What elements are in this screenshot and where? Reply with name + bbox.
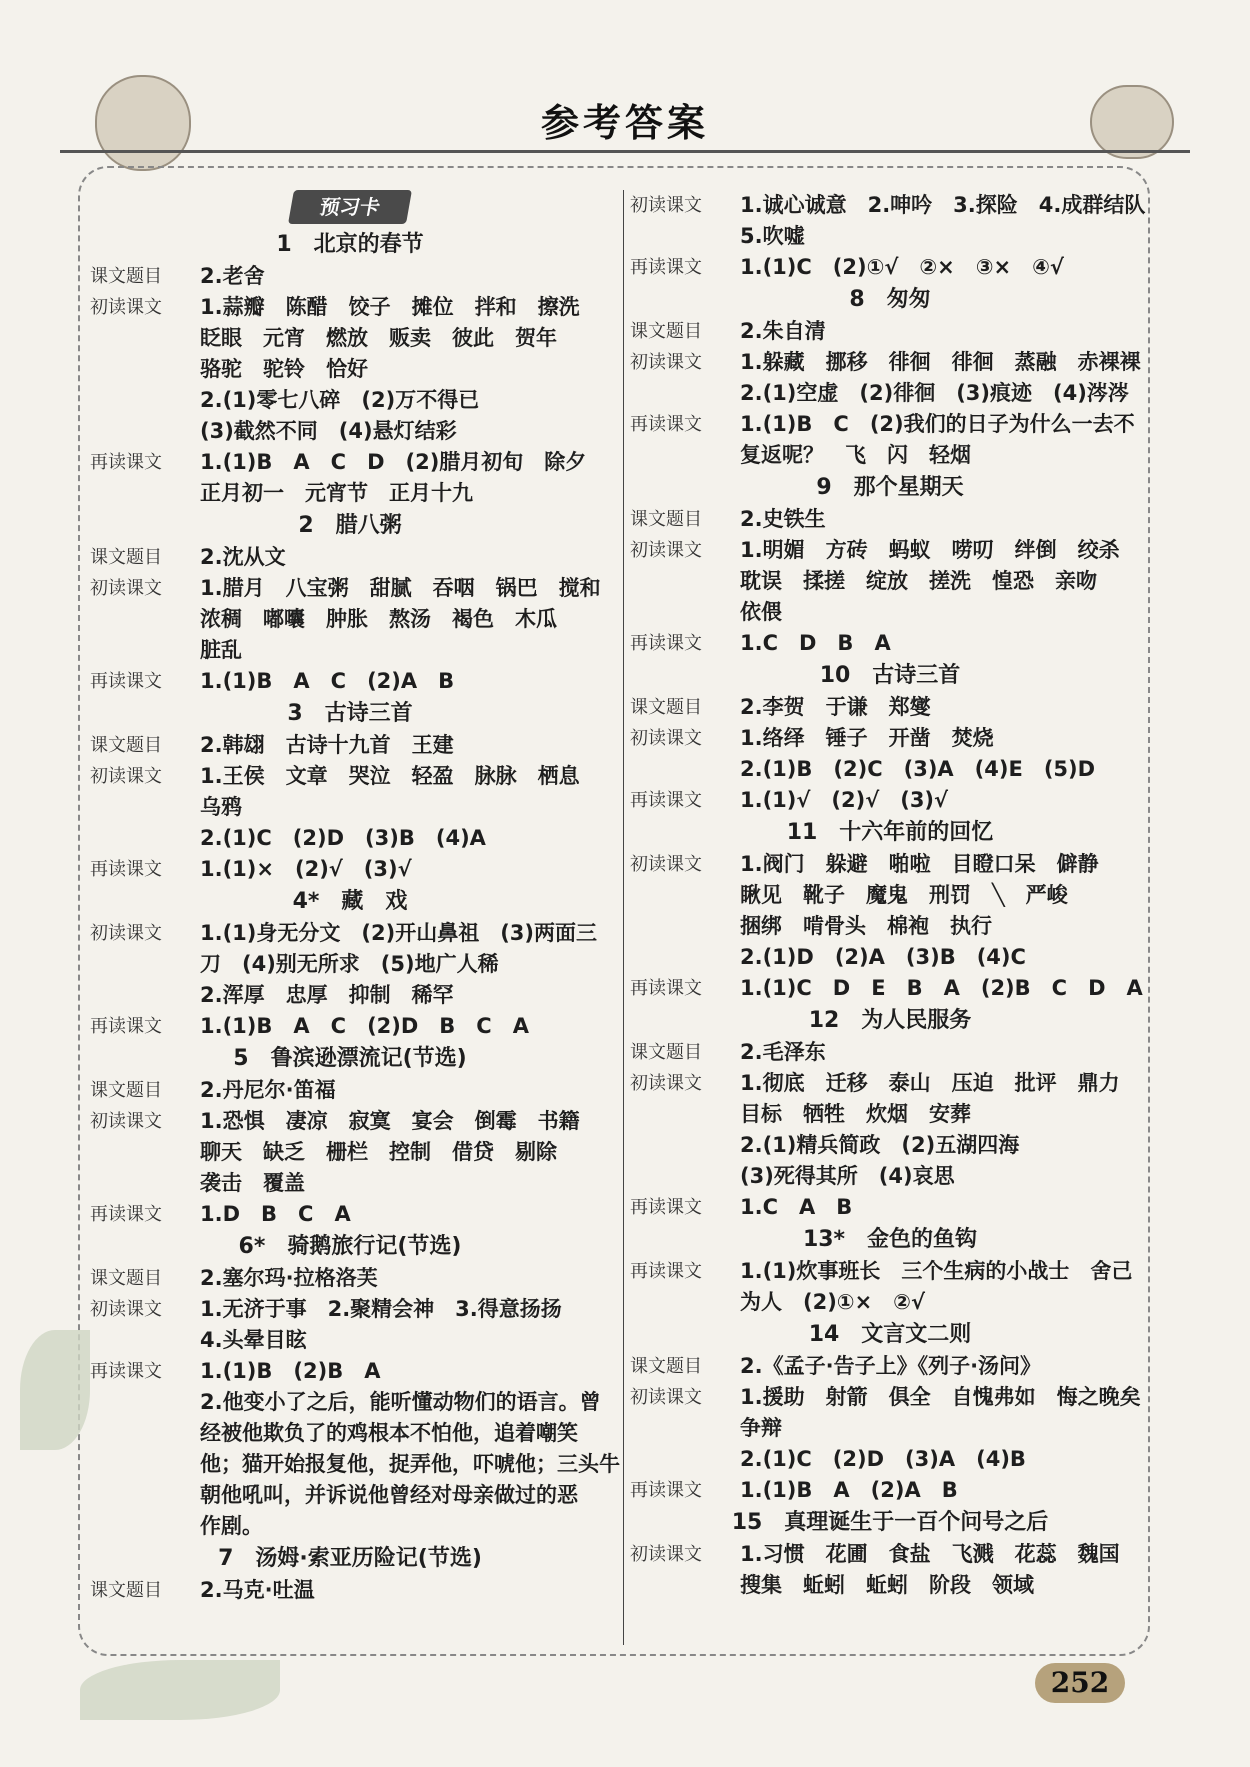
- answer-label: 再读课文: [90, 1204, 162, 1225]
- leaf-decoration-icon: [80, 1660, 280, 1720]
- answer-line: 2.(1)D (2)A (3)B (4)C: [740, 945, 1026, 969]
- answer-lines: [740, 1351, 1150, 1382]
- answer-row: [90, 542, 610, 573]
- answer-line: 瞅见 靴子 魔鬼 刑罚 ╲ 严峻: [740, 883, 1068, 907]
- answer-label: 再读课文: [630, 978, 702, 999]
- answer-row: [630, 973, 1150, 1004]
- answer-row: [630, 785, 1150, 816]
- answer-row: [90, 1263, 610, 1294]
- answer-lines: [200, 292, 610, 447]
- answer-lines: [740, 1539, 1150, 1601]
- answer-label: 课文题目: [630, 697, 702, 718]
- lesson-title: 5 鲁滨逊漂流记(节选): [233, 1046, 467, 1071]
- answer-label: 再读课文: [630, 633, 702, 654]
- answer-label: 再读课文: [630, 1197, 702, 1218]
- lesson-title: 4* 藏 戏: [292, 889, 408, 914]
- answer-label: 初读课文: [630, 854, 702, 875]
- answer-label: 再读课文: [90, 452, 162, 473]
- answer-line: 朝他吼叫，并诉说他曾经对母亲做过的恶: [200, 1483, 578, 1507]
- lesson-title: 15 真理诞生于一百个问号之后: [731, 1510, 1049, 1535]
- answer-line: 1.C D B A: [740, 631, 891, 655]
- answer-line: 1.明媚 方砖 蚂蚁 唠叨 绊倒 绞杀: [740, 538, 1120, 562]
- answer-line: 1.(1)B A C D (2)腊月初旬 除夕: [200, 450, 587, 474]
- header-rule: [60, 150, 1190, 153]
- answer-row: [630, 1475, 1150, 1506]
- answer-line: 2.(1)B (2)C (3)A (4)E (5)D: [740, 757, 1096, 781]
- answer-lines: [740, 347, 1150, 409]
- answer-row: [90, 730, 610, 761]
- answer-line: 正月初一 元宵节 正月十九: [200, 481, 473, 505]
- answer-line: 2.丹尼尔·笛福: [200, 1078, 336, 1102]
- answer-lines: [740, 973, 1150, 1004]
- answer-line: 1.援助 射箭 俱全 自愧弗如 悔之晚矣: [740, 1385, 1141, 1409]
- right-column: [630, 190, 1150, 1601]
- answer-row: [630, 628, 1150, 659]
- answer-row: [90, 1575, 610, 1606]
- answer-line: (3)截然不同 (4)悬灯结彩: [200, 419, 457, 443]
- answer-label: 初读课文: [90, 1111, 162, 1132]
- answer-line: 1.诚心诚意 2.呻吟 3.探险 4.成群结队: [740, 193, 1146, 217]
- answer-line: 2.史铁生: [740, 507, 826, 531]
- answer-row: [630, 1037, 1150, 1068]
- answer-lines: [200, 730, 610, 761]
- answer-lines: [200, 666, 610, 697]
- answer-lines: [740, 252, 1150, 283]
- answer-line: 1.习惯 花圃 食盐 飞溅 花蕊 魏国: [740, 1542, 1120, 1566]
- lesson-title: 12 为人民服务: [808, 1008, 972, 1033]
- answer-line: 1.腊月 八宝粥 甜腻 吞咽 锅巴 搅和: [200, 576, 601, 600]
- answer-line: 2.马克·吐温: [200, 1578, 315, 1602]
- answer-lines: [740, 1256, 1150, 1318]
- answer-line: 2.塞尔玛·拉格洛芙: [200, 1266, 378, 1290]
- answer-lines: [740, 1068, 1150, 1192]
- answer-line: 1.(1)C (2)①√ ②× ③× ④√: [740, 255, 1064, 279]
- answer-line: 2.朱自清: [740, 319, 826, 343]
- answer-row: [90, 854, 610, 885]
- answer-lines: [740, 1192, 1150, 1223]
- lesson-title: 6* 骑鹅旅行记(节选): [238, 1234, 462, 1259]
- answer-row: [630, 1068, 1150, 1192]
- answer-lines: [740, 409, 1150, 471]
- answer-label: 课文题目: [90, 1580, 162, 1601]
- answer-label: 课文题目: [90, 1080, 162, 1101]
- answer-lines: [740, 849, 1150, 973]
- answer-row: [90, 1011, 610, 1042]
- answer-lines: [200, 1199, 610, 1230]
- answer-row: [90, 761, 610, 854]
- answer-lines: [740, 628, 1150, 659]
- answer-line: 袭击 覆盖: [200, 1171, 305, 1195]
- answer-label: 课文题目: [90, 266, 162, 287]
- answer-label: 再读课文: [90, 1361, 162, 1382]
- answer-label: 初读课文: [630, 540, 702, 561]
- answer-row: [630, 252, 1150, 283]
- answer-row: [630, 190, 1150, 252]
- answer-lines: [740, 1037, 1150, 1068]
- answer-line: 1.D B C A: [200, 1202, 351, 1226]
- answer-row: [90, 1199, 610, 1230]
- answer-line: 2.沈从文: [200, 545, 286, 569]
- answer-row: [630, 723, 1150, 785]
- answer-row: [630, 692, 1150, 723]
- answer-line: 脏乱: [200, 638, 242, 662]
- answer-label: 再读课文: [630, 790, 702, 811]
- answer-line: 1.(1)炊事班长 三个生病的小战士 舍己: [740, 1259, 1133, 1283]
- answer-row: [630, 1256, 1150, 1318]
- lesson-title: 13* 金色的鱼钩: [802, 1227, 978, 1252]
- answer-row: [630, 504, 1150, 535]
- section-badge: 预习卡: [288, 190, 412, 224]
- answer-line: 复返呢？ 飞 闪 轻烟: [740, 443, 971, 467]
- answer-line: 捆绑 啃骨头 棉袍 执行: [740, 914, 992, 938]
- answer-label: 再读课文: [630, 1261, 702, 1282]
- answer-row: [90, 1106, 610, 1199]
- answer-line: 1.恐惧 凄凉 寂寞 宴会 倒霉 书籍: [200, 1109, 580, 1133]
- leaf-decoration-icon: [20, 1330, 90, 1450]
- answer-row: [630, 1351, 1150, 1382]
- answer-line: 2.《孟子·告子上》《列子·汤问》: [740, 1354, 1042, 1378]
- lesson-title: 10 古诗三首: [819, 663, 961, 688]
- answer-line: 2.(1)C (2)D (3)A (4)B: [740, 1447, 1026, 1471]
- left-column: [90, 190, 620, 1606]
- answer-row: [90, 666, 610, 697]
- answer-line: 2.韩翃 古诗十九首 王建: [200, 733, 454, 757]
- answer-line: 1.无济于事 2.聚精会神 3.得意扬扬: [200, 1297, 562, 1321]
- answer-line: 2.(1)零七八碎 (2)万不得已: [200, 388, 480, 412]
- answer-label: 课文题目: [90, 547, 162, 568]
- answer-row: [90, 447, 610, 509]
- answer-lines: [740, 190, 1150, 252]
- answer-line: 经被他欺负了的鸡根本不怕他，追着嘲笑: [200, 1421, 578, 1445]
- answer-lines: [740, 316, 1150, 347]
- answer-line: 2.老舍: [200, 264, 265, 288]
- answer-line: 他；猫开始报复他，捉弄他，吓唬他；三头牛: [200, 1452, 620, 1476]
- answer-label: 初读课文: [630, 352, 702, 373]
- answer-label: 课文题目: [630, 321, 702, 342]
- answer-lines: [740, 723, 1150, 785]
- answer-lines: [200, 447, 610, 509]
- answer-line: 1.(1)× (2)√ (3)√: [200, 857, 412, 881]
- answer-label: 再读课文: [90, 671, 162, 692]
- answer-line: 2.(1)空虚 (2)徘徊 (3)痕迹 (4)涔涔: [740, 381, 1129, 405]
- answer-line: 1.络绎 锤子 开凿 焚烧: [740, 726, 994, 750]
- answer-lines: [200, 1294, 610, 1356]
- answer-line: 4.头晕目眩: [200, 1328, 307, 1352]
- answer-label: 再读课文: [630, 257, 702, 278]
- answer-line: 2.(1)C (2)D (3)B (4)A: [200, 826, 486, 850]
- answer-lines: [200, 1075, 610, 1106]
- answer-lines: [740, 1382, 1150, 1475]
- answer-line: 1.(1)B (2)B A: [200, 1359, 381, 1383]
- answer-line: 1.(1)√ (2)√ (3)√: [740, 788, 949, 812]
- answer-row: [630, 1382, 1150, 1475]
- answer-lines: [200, 1011, 610, 1042]
- answer-label: 再读课文: [630, 414, 702, 435]
- answer-label: 课文题目: [90, 1268, 162, 1289]
- lesson-title: 14 文言文二则: [808, 1322, 972, 1347]
- answer-line: 1.躲藏 挪移 徘徊 徘徊 蒸融 赤裸裸: [740, 350, 1141, 374]
- answer-line: 2.毛泽东: [740, 1040, 826, 1064]
- answer-line: 聊天 缺乏 栅栏 控制 借贷 剔除: [200, 1140, 557, 1164]
- lesson-title: 8 匆匆: [849, 287, 931, 312]
- answer-label: 再读课文: [90, 1016, 162, 1037]
- answer-row: [630, 1192, 1150, 1223]
- answer-line: 1.(1)B A C (2)A B: [200, 669, 455, 693]
- answer-line: 1.(1)身无分文 (2)开山鼻祖 (3)两面三: [200, 921, 598, 945]
- answer-lines: [200, 761, 610, 854]
- answer-line: 争辩: [740, 1416, 782, 1440]
- answer-line: 1.蒜瓣 陈醋 饺子 摊位 拌和 擦洗: [200, 295, 580, 319]
- answer-line: 搜集 蚯蚓 蚯蚓 阶段 领域: [740, 1573, 1034, 1597]
- answer-label: 初读课文: [90, 766, 162, 787]
- answer-label: 再读课文: [630, 1480, 702, 1501]
- answer-row: [630, 316, 1150, 347]
- answer-label: 初读课文: [630, 1387, 702, 1408]
- answer-line: 1.王侯 文章 哭泣 轻盈 脉脉 栖息: [200, 764, 580, 788]
- answer-line: 作剧。: [200, 1514, 263, 1538]
- answer-row: [90, 1356, 620, 1542]
- answer-line: 2.他变小了之后，能听懂动物们的语言。曾: [200, 1390, 601, 1414]
- answer-lines: [200, 854, 610, 885]
- lesson-title: 1 北京的春节: [276, 232, 424, 257]
- answer-line: 骆驼 驼铃 恰好: [200, 357, 368, 381]
- answer-lines: [740, 1475, 1150, 1506]
- answer-label: 初读课文: [630, 1073, 702, 1094]
- answer-line: 依偎: [740, 600, 782, 624]
- answer-lines: [200, 573, 610, 666]
- answer-label: 初读课文: [90, 297, 162, 318]
- lesson-title: 7 汤姆·索亚历险记(节选): [218, 1546, 482, 1571]
- answer-line: 1.(1)B A (2)A B: [740, 1478, 958, 1502]
- answer-row: [90, 261, 610, 292]
- answer-lines: [740, 785, 1150, 816]
- lesson-title: 3 古诗三首: [287, 701, 413, 726]
- answer-row: [90, 1075, 610, 1106]
- answer-row: [90, 1294, 610, 1356]
- answer-line: (3)死得其所 (4)哀思: [740, 1164, 955, 1188]
- answer-line: 浓稠 嘟囔 肿胀 熬汤 褐色 木瓜: [200, 607, 557, 631]
- answer-label: 初读课文: [90, 923, 162, 944]
- answer-line: 1.(1)B C (2)我们的日子为什么一去不: [740, 412, 1135, 436]
- answer-line: 眨眼 元宵 燃放 贩卖 彼此 贺年: [200, 326, 557, 350]
- answer-line: 1.C A B: [740, 1195, 853, 1219]
- answer-row: [90, 573, 610, 666]
- answer-line: 5.吹嘘: [740, 224, 805, 248]
- answer-label: 初读课文: [630, 728, 702, 749]
- answer-line: 2.李贺 于谦 郑燮: [740, 695, 931, 719]
- answer-row: [630, 535, 1150, 628]
- answer-line: 为人 (2)①× ②√: [740, 1290, 925, 1314]
- answer-row: [630, 347, 1150, 409]
- answer-line: 1.阀门 躲避 啪啦 目瞪口呆 僻静: [740, 852, 1099, 876]
- answer-lines: [200, 1106, 610, 1199]
- lesson-title: 9 那个星期天: [816, 475, 964, 500]
- answer-line: 1.(1)C D E B A (2)B C D A: [740, 976, 1143, 1000]
- answer-line: 1.彻底 迁移 泰山 压迫 批评 鼎力: [740, 1071, 1120, 1095]
- answer-lines: [200, 1575, 610, 1606]
- answer-lines: [200, 1356, 620, 1542]
- answer-line: 1.(1)B A C (2)D B C A: [200, 1014, 529, 1038]
- answer-label: 初读课文: [630, 1544, 702, 1565]
- answer-row: [630, 409, 1150, 471]
- lesson-title: 11 十六年前的回忆: [786, 820, 994, 845]
- answer-line: 2.浑厚 忠厚 抑制 稀罕: [200, 983, 454, 1007]
- answer-line: 2.(1)精兵简政 (2)五湖四海: [740, 1133, 1020, 1157]
- answer-label: 初读课文: [90, 578, 162, 599]
- answer-lines: [740, 535, 1150, 628]
- answer-row: [90, 918, 610, 1011]
- answer-line: 乌鸦: [200, 795, 242, 819]
- answer-row: [630, 1539, 1150, 1601]
- page-title: 参考答案: [540, 101, 709, 145]
- lesson-title: 2 腊八粥: [298, 513, 402, 538]
- answer-label: 课文题目: [630, 509, 702, 530]
- answer-line: 刀 (4)别无所求 (5)地广人稀: [200, 952, 499, 976]
- answer-line: 目标 牺牲 炊烟 安葬: [740, 1102, 971, 1126]
- answer-lines: [200, 1263, 610, 1294]
- answer-row: [90, 292, 610, 447]
- column-divider: [623, 190, 624, 1645]
- answer-label: 初读课文: [630, 195, 702, 216]
- answer-lines: [200, 542, 610, 573]
- page-number: 252: [1035, 1663, 1125, 1703]
- answer-lines: [740, 692, 1150, 723]
- answer-label: 课文题目: [630, 1042, 702, 1063]
- answer-lines: [200, 261, 610, 292]
- answer-label: 再读课文: [90, 859, 162, 880]
- answer-line: 耽误 揉搓 绽放 搓洗 惶恐 亲吻: [740, 569, 1097, 593]
- answer-row: [630, 849, 1150, 973]
- answer-lines: [200, 918, 610, 1011]
- answer-lines: [740, 504, 1150, 535]
- answer-label: 课文题目: [90, 735, 162, 756]
- answer-label: 初读课文: [90, 1299, 162, 1320]
- answer-label: 课文题目: [630, 1356, 702, 1377]
